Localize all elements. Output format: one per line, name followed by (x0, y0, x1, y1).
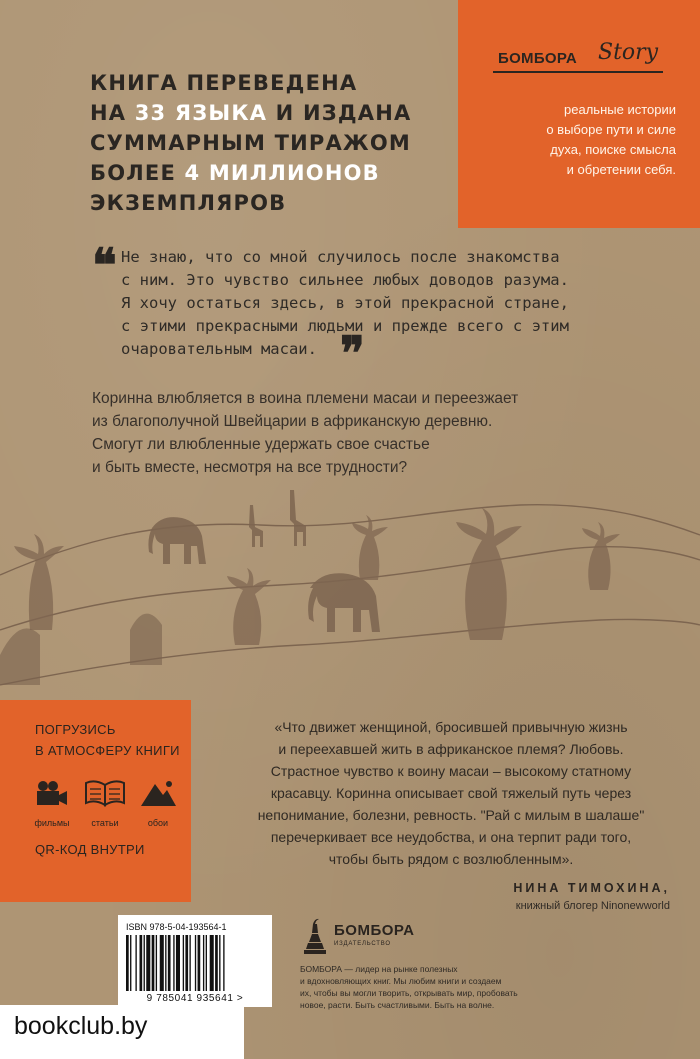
headline-line: КНИГА ПЕРЕВЕДЕНА (90, 71, 358, 95)
review-line: чтобы быть рядом с возлюбленным». (328, 851, 574, 867)
book-icon (84, 779, 126, 807)
promo-label-wallpapers: обои (147, 818, 169, 828)
watermark-text: bookclub.by (14, 1012, 148, 1040)
headline-highlight: 4 МИЛЛИОНОВ (184, 161, 380, 185)
headline-highlight: 33 ЯЗЫКА (134, 101, 268, 125)
synopsis-line: Коринна влюбляется в воина племени масаи и переезжает (92, 390, 519, 407)
series-logo-underline (493, 71, 663, 73)
series-description-line: духа, поиске смысла (550, 142, 676, 157)
imprint-about-line: и вдохновляющих книг. Мы любим книги и создаем (300, 976, 502, 986)
mountain-icon (139, 779, 177, 807)
quote-close-icon: ❞ (340, 326, 365, 380)
review-line: «Что движет женщиной, бросившей привычную жизнь (274, 719, 628, 735)
synopsis-line: и быть вместе, несмотря на все трудности? (92, 459, 408, 476)
promo-label-articles: статьи (91, 818, 119, 828)
review-author-description: книжный блогер Ninonewworld (515, 900, 670, 912)
review-line: и переехавшей жить в африканское племя? Любовь. (278, 741, 624, 757)
synopsis-line: из благополучной Швейцарии в африканскую деревню. (92, 413, 493, 430)
quote-line: очаровательным масаи. (121, 340, 317, 358)
headline (90, 68, 450, 218)
promo-label-films: фильмы (34, 818, 70, 828)
headline-line (90, 98, 450, 128)
barcode-icon (124, 935, 266, 991)
savanna-illustration (0, 480, 700, 710)
promo-title-line: В АТМОСФЕРУ КНИГИ (35, 743, 180, 758)
synopsis-line: Смогут ли влюбленные удержать свое счастье (92, 436, 430, 453)
imprint-about (300, 963, 620, 1011)
headline-line (90, 158, 450, 188)
headline-text: И ИЗДАНА (267, 101, 412, 125)
review-text (211, 716, 691, 870)
series-description (486, 100, 676, 180)
quote-line: с ним. Это чувство сильнее любых доводов разума. (121, 271, 569, 289)
series-description-line: реальные истории (564, 102, 676, 117)
quote-line: Не знаю, что со мной случилось после знакомства (121, 248, 560, 266)
synopsis (92, 387, 632, 479)
review-line: непонимание, болезни, ревность. "Рай с милым в шалаше" (257, 807, 645, 823)
headline-line: ЭКЗЕМПЛЯРОВ (90, 191, 287, 215)
promo-title (35, 719, 185, 761)
imprint-about-line: БОМБОРА — лидер на рынке полезных (300, 964, 458, 974)
bombora-logo-icon (300, 918, 330, 956)
review-line: Страстное чувство к воину масаи – высокому статному (270, 763, 632, 779)
camera-icon (35, 778, 69, 808)
review-author-name: НИНА ТИМОХИНА, (513, 881, 670, 895)
quote-open-icon: ❝ (92, 238, 117, 292)
review-line: красавцу. Коринна описывает свой тяжелый путь через (270, 785, 632, 801)
quote-line: Я хочу остаться здесь, в этой прекрасной стране, (121, 294, 569, 312)
promo-qr-label: QR-КОД ВНУТРИ (35, 842, 145, 857)
series-description-line: о выборе пути и силе (546, 122, 676, 137)
quote-text (121, 246, 611, 361)
headline-line: СУММАРНЫМ ТИРАЖОМ (90, 131, 411, 155)
imprint-subtitle: ИЗДАТЕЛЬСТВО (334, 941, 391, 947)
series-brand: БОМБОРА (498, 50, 578, 67)
headline-text: БОЛЕЕ (90, 161, 185, 185)
series-description-line: и обретении себя. (566, 162, 676, 177)
review-line: перечеркивает все неудобства, и она терпит ради того, (270, 829, 632, 845)
series-story-word: Story (598, 40, 659, 65)
headline-text: НА (90, 101, 135, 125)
imprint-about-line: новое, расти. Быть счастливыми. Быть на волне. (300, 1000, 495, 1010)
promo-title-line: ПОГРУЗИСЬ (35, 722, 116, 737)
imprint-name: БОМБОРА (334, 922, 415, 939)
barcode-digits: 9 785041 935641 > (146, 993, 244, 1004)
quote-line: с этими прекрасными людьми и прежде всего с этим (121, 317, 569, 335)
isbn-number: ISBN 978-5-04-193564-1 (126, 922, 227, 932)
imprint-about-line: их, чтобы вы могли творить, открывать мир, пробовать (300, 988, 518, 998)
